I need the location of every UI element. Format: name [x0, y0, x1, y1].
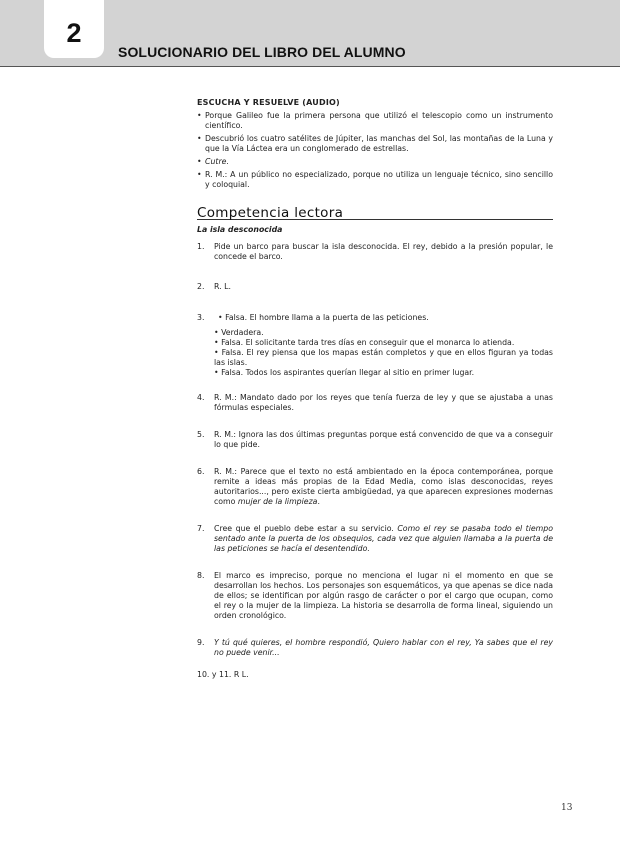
item-text: El marco es impreciso, porque no menciona el lugar ni el momento en que se desarrollan los hechos. Los personajes son esquemáticos, ya que apenas se dice nada de ellos; se identifican por algún rasgo de carácter o por el cargo que ocupan, como el rey o la mujer de la limpieza. La historia se desarrolla de forma lineal, siguiendo un orden cronológico.: [214, 571, 553, 620]
item-number: 1.: [197, 242, 205, 251]
item-number: 9.: [197, 638, 205, 647]
header-title: SOLUCIONARIO DEL LIBRO DEL ALUMNO: [118, 44, 406, 60]
answer-item-1: [197, 242, 553, 262]
audio-section-heading: ESCUCHA Y RESUELVE (AUDIO): [197, 98, 340, 107]
chapter-number: 2: [66, 18, 82, 48]
list-item: • R. M.: A un público no especializado, porque no utiliza un lenguaje técnico, sino sencillo y coloquial.: [197, 170, 553, 190]
item-text-end: .: [317, 497, 320, 506]
item-number: 4.: [197, 393, 205, 402]
answer-item-9: [197, 638, 553, 658]
reading-subtitle: La isla desconocida: [197, 225, 283, 234]
list-item: • Falsa. El hombre llama a la puerta de las peticiones.: [218, 313, 429, 322]
item-number: 2.: [197, 282, 205, 291]
item-text: Cree que el pueblo debe estar a su servicio.: [214, 524, 398, 533]
chapter-tab: [44, 0, 104, 58]
audio-answers-list: [197, 111, 553, 190]
answer-item-7: [197, 524, 553, 554]
list-item: • Falsa. El rey piensa que los mapas están completos y que en ellos figuran ya todas las islas.: [214, 348, 553, 367]
item-number: 7.: [197, 524, 205, 533]
item-text-italic: Como el rey se pasaba todo el tiempo sentado ante la puerta de los obsequios, cada vez que alguien llamaba a la puerta de las peticiones se hacía el desentendido.: [214, 524, 553, 553]
answer-item-6: [197, 467, 553, 507]
list-item: • Porque Galileo fue la primera persona que utilizó el telescopio como un instrumento científico.: [197, 111, 553, 131]
answer-item-2: [197, 282, 553, 292]
item-number: 5.: [197, 430, 205, 439]
answer-item-5: [197, 430, 553, 450]
item-number: 10.: [197, 670, 210, 679]
true-false-list: [214, 313, 553, 378]
item-text: Pide un barco para buscar la isla desconocida. El rey, debido a la presión popular, le concede el barco.: [214, 242, 553, 261]
answer-item-4: [197, 393, 553, 413]
item-number: 3.: [197, 313, 205, 322]
page-number: 13: [561, 803, 573, 813]
item-text-italic: mujer de la limpieza: [237, 497, 318, 506]
item-text: R. M.: Parece que el texto no está ambientado en la época contemporánea, porque remite a ideas más propias de la Edad Media, como islas desconocidas, reyes autoritarios..., pero existe cierta ambigüedad, ya que aparecen expresiones modernas como: [214, 467, 553, 506]
item-text: y 11. R L.: [211, 670, 249, 679]
list-item: • Verdadera.: [214, 328, 264, 337]
item-text-italic: Y tú qué quieres, el hombre respondió, Quiero hablar con el rey, Ya sabes que el rey no puede venir...: [214, 638, 553, 657]
answer-item-8: [197, 571, 553, 621]
header-bar: [0, 0, 620, 67]
list-item: • Descubrió los cuatro satélites de Júpiter, las manchas del Sol, las montañas de la Luna y que la Vía Láctea era un conglomerado de estrellas.: [197, 134, 553, 154]
answer-item-10-11: [197, 670, 553, 680]
list-item: • Cutre.: [197, 157, 553, 167]
page-content: [197, 98, 553, 680]
item-number: 8.: [197, 571, 205, 580]
item-text: R. L.: [214, 282, 231, 291]
item-text: R. M.: Mandato dado por los reyes que tenía fuerza de ley y que se ajustaba a unas fórmulas especiales.: [214, 393, 553, 412]
answer-item-3: [197, 313, 553, 378]
item-text: R. M.: Ignora las dos últimas preguntas porque está convencido de que va a conseguir lo que pide.: [214, 430, 553, 449]
item-number: 6.: [197, 467, 205, 476]
list-item: • Falsa. El solicitante tarda tres días en conseguir que el monarca lo atienda.: [214, 338, 515, 347]
list-item: • Falsa. Todos los aspirantes querían llegar al sitio en primer lugar.: [214, 368, 475, 377]
section-heading-reading: Competencia lectora: [197, 208, 553, 220]
